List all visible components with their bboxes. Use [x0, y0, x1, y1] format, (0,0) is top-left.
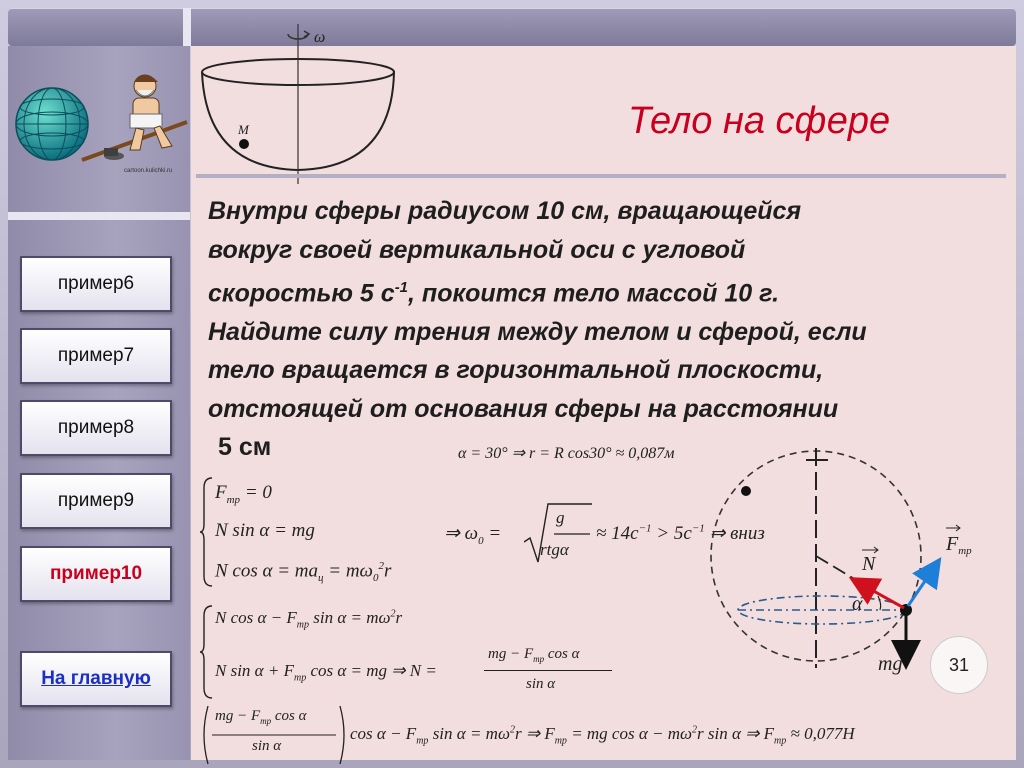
title-divider	[196, 174, 1006, 178]
formula-N-fraction-bar	[484, 670, 612, 671]
page-number-badge: 31	[930, 636, 988, 694]
nav-example-8-button[interactable]: пример8	[20, 400, 172, 456]
mass-label: M	[238, 122, 249, 137]
home-link-button[interactable]: На главную	[20, 651, 172, 707]
omega-label: ω	[314, 29, 326, 46]
formula-omega-numerator: g	[556, 508, 565, 527]
formula-system1-row1: $F_{тр} = 0$	[215, 482, 272, 506]
atlas-character-icon	[82, 75, 187, 160]
alpha-label: α	[852, 593, 863, 615]
logo-caption: cartoon.kulichki.ru	[124, 168, 173, 174]
formula-system1-row2: N sin α = mg	[215, 520, 315, 541]
nav-example-7-button[interactable]: пример7	[20, 328, 172, 384]
formula-omega-result: ≈ $14c^{-1} > 5c^{-1}$ ⇒ вниз	[596, 522, 765, 544]
friction-force-label: $F_{тр}$	[946, 533, 972, 557]
problem-line-7: 5 см	[218, 433, 272, 462]
system1-brace	[200, 476, 214, 588]
problem-line-4: Найдите силу трения между телом и сферой, если	[208, 317, 867, 346]
formula-final-denominator: sin α	[252, 738, 282, 754]
problem-line-6: отстоящей от основания сферы на расстоянии	[208, 394, 839, 423]
friction-force-arrow	[908, 562, 938, 606]
nav-example-10-button[interactable]: пример10	[20, 546, 172, 602]
gravity-label: mg	[878, 653, 903, 675]
formula-system1-row3: N $\cos \alpha = ma_ц = m\omega_0^2r$	[215, 560, 392, 585]
formula-N-denominator: sin α	[526, 676, 556, 692]
formula-final-result: $\cos \alpha - F_{тр}$ $\sin \alpha = m\omega^2r$ ⇒ $F_{тр}$ = mg $\cos \alpha - m\omega^2r$ sin α ⇒ $F_{тр} \approx 0,077H$	[350, 724, 855, 747]
nav-example-9-button[interactable]: пример9	[20, 473, 172, 529]
top-bar	[8, 8, 1016, 46]
problem-line-3a: скоростью 5 с	[208, 279, 395, 308]
formula-omega-denominator: rtgα	[540, 540, 569, 559]
formula-final-numerator: mg − $F_{тр}$ cos α	[215, 708, 307, 726]
formula-N-numerator: mg − $F_{тр}$ cos α	[488, 646, 580, 664]
problem-line-3-exponent: -1	[394, 279, 409, 296]
problem-line-1: Внутри сферы радиусом 10 см, вращающейся	[208, 197, 802, 225]
hemisphere-diagram	[196, 20, 408, 188]
problem-line-5: тело вращается в горизонтальной плоскости,	[208, 356, 824, 385]
formula-radius: α = 30° ⇒ r = R cos30° ≈ 0,087м	[458, 445, 675, 462]
sidebar-divider	[8, 212, 190, 220]
problem-statement	[208, 192, 978, 467]
normal-force-label: N	[862, 553, 876, 575]
formula-system2-row2: N $\sin \alpha + F_{тр}$ cos α = mg ⇒ N =	[215, 661, 437, 684]
problem-line-2: вокруг своей вертикальной оси с угловой	[208, 235, 746, 264]
atlas-logo	[12, 52, 188, 176]
system2-brace	[200, 604, 214, 700]
slide-title: Тело на сфере	[628, 100, 891, 142]
nav-example-6-button[interactable]: пример6	[20, 256, 172, 312]
mass-point	[239, 139, 249, 149]
formula-omega-lead: ⇒ $\omega_0$ =	[444, 523, 502, 547]
formula-system2-row1: N $\cos \alpha - F_{тр}$ $\sin \alpha = m\omega^2r$	[215, 608, 403, 631]
top-bar-divider	[183, 8, 191, 46]
problem-line-3b: , покоится тело массой 10 г.	[408, 279, 780, 308]
